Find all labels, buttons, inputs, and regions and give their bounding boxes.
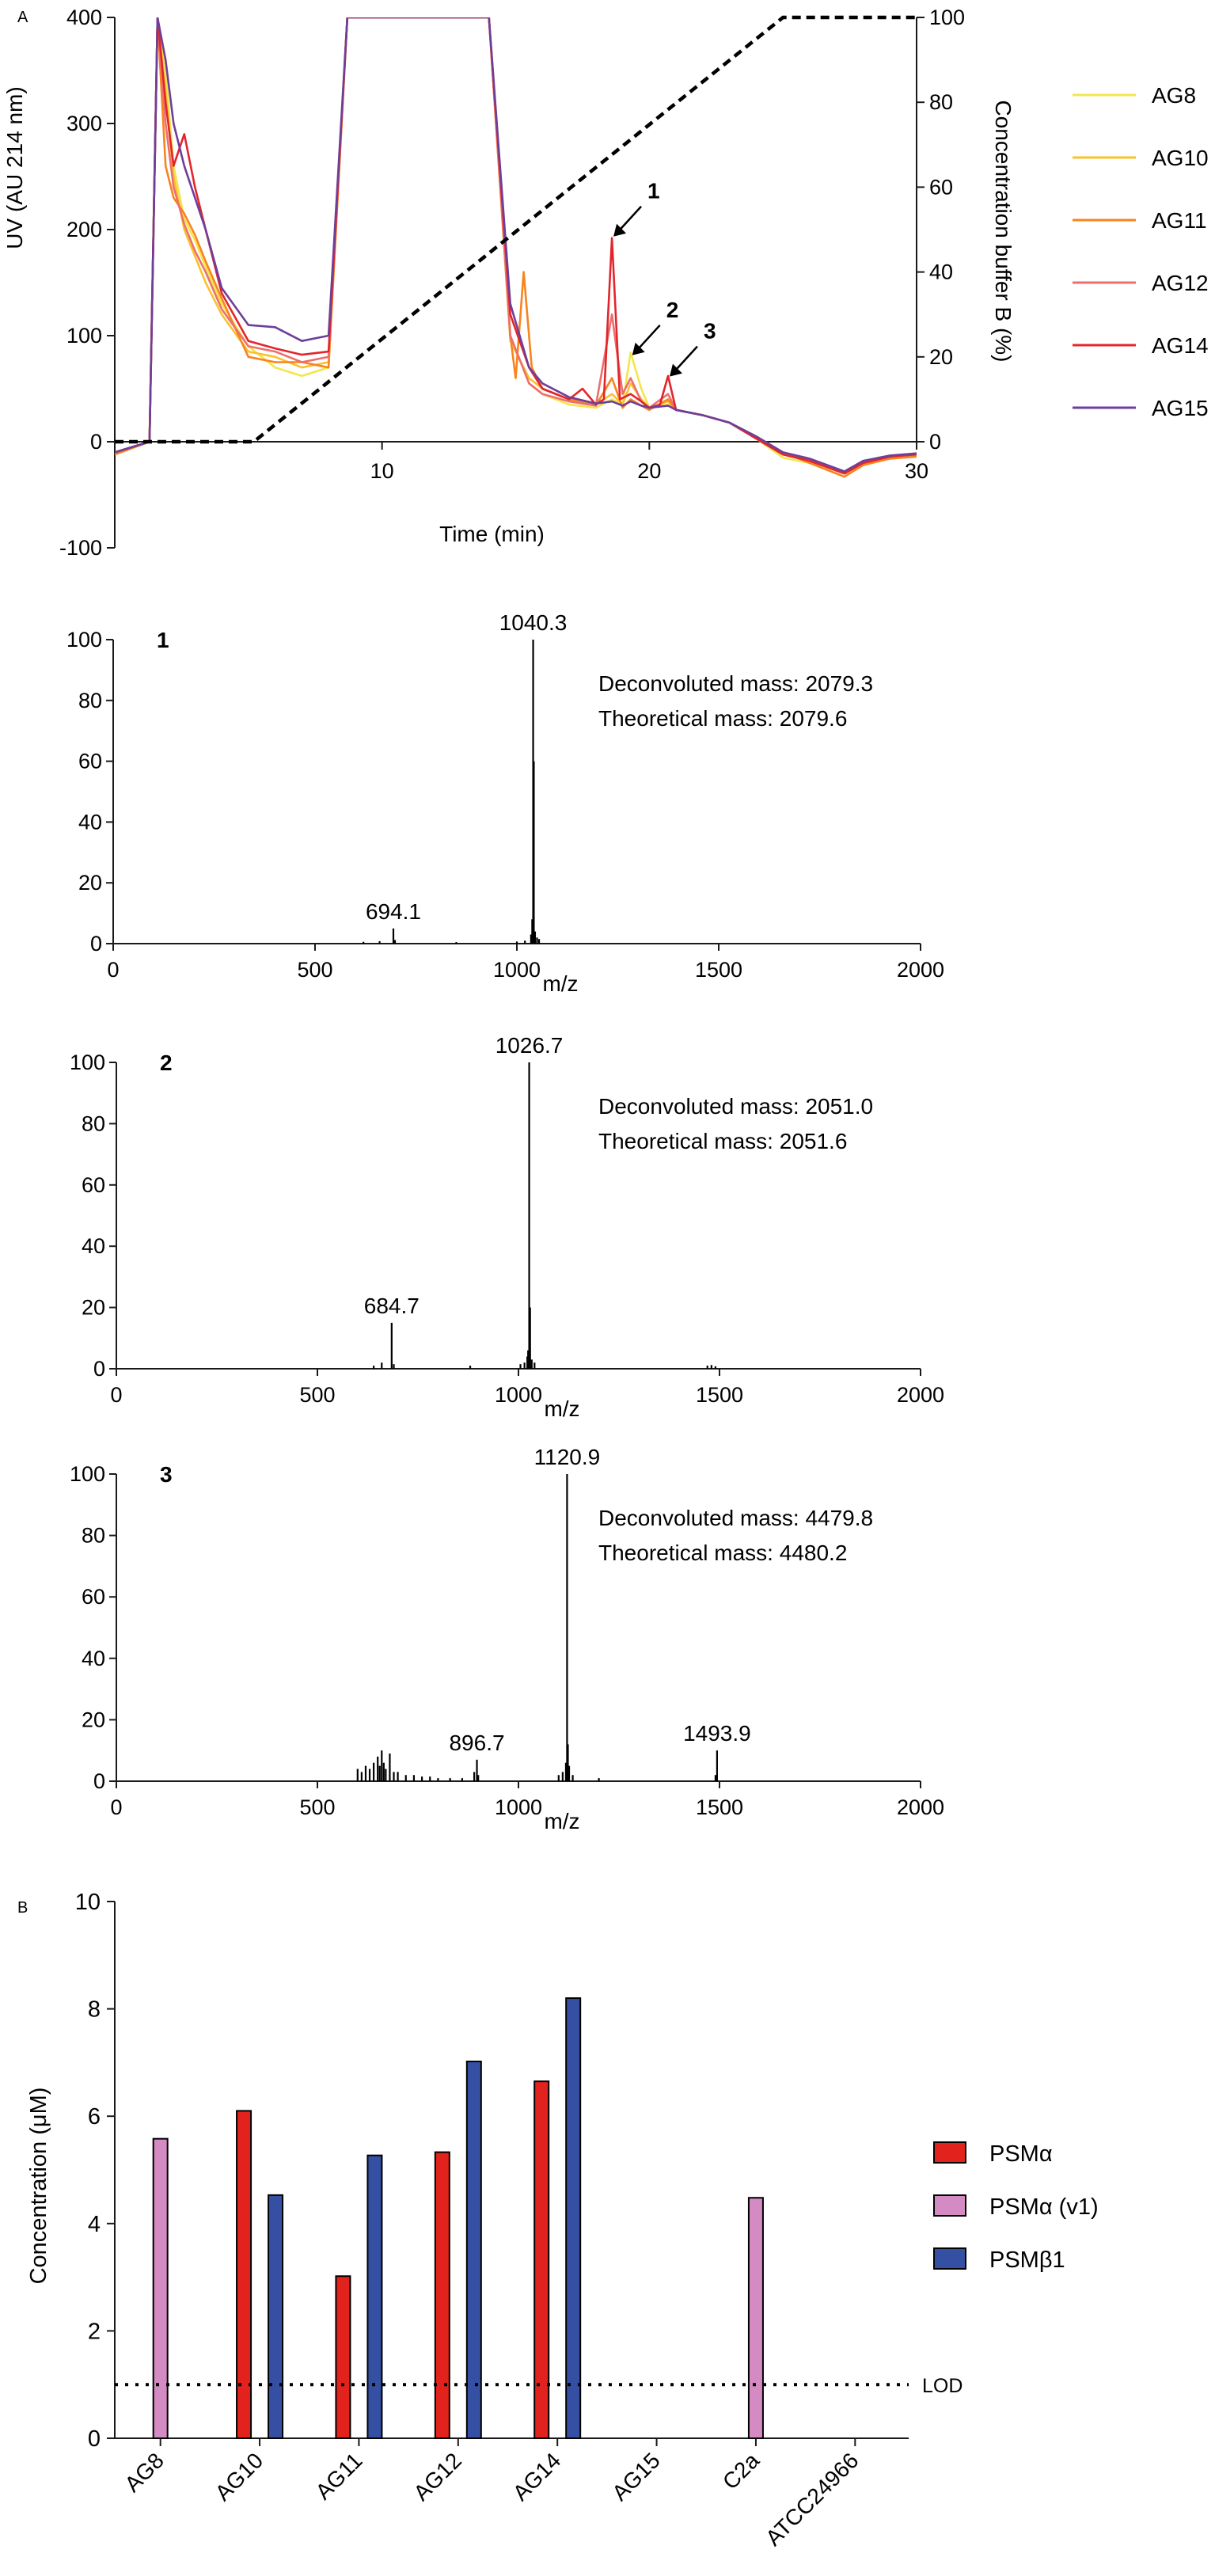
uv-y-tick-label: 400 — [66, 6, 102, 29]
ms-x-tick-label: 1000 — [492, 958, 541, 982]
conc-legend-swatch — [934, 2195, 966, 2216]
ms-annotation: Theoretical mass: 2079.6 — [598, 706, 848, 731]
ms-peak-label: 1493.9 — [683, 1721, 751, 1746]
ms-y-tick-label: 60 — [81, 1585, 105, 1609]
ms-x-tick-label: 2000 — [896, 1383, 945, 1407]
uv-y-axis-title: UV (AU 214 nm) — [2, 86, 27, 249]
uv-series-ag15 — [115, 17, 917, 472]
ms-x-tick-label: 1000 — [494, 1383, 543, 1407]
uv-x-axis-title: Time (min) — [439, 522, 545, 546]
ms-y-tick-label: 80 — [81, 1111, 105, 1136]
ms-x-axis-title: m/z — [544, 1396, 580, 1421]
uv-y-tick-label: 300 — [66, 112, 102, 135]
ms-peak-label: 1040.3 — [499, 610, 568, 635]
conc-y-axis-title: Concentration (μM) — [26, 2087, 51, 2285]
conc-bar-ag10 — [268, 2195, 283, 2438]
uv-legend-label-ag8: AG8 — [1152, 83, 1197, 108]
ms-peak-label: 1120.9 — [533, 1445, 601, 1469]
ms-y-tick-label: 60 — [81, 1172, 105, 1197]
conc-bar-ag14 — [534, 2081, 549, 2438]
conc-bar-ag12 — [435, 2152, 450, 2438]
conc-y-tick-label: 2 — [87, 2319, 101, 2345]
ms-annotation: Theoretical mass: 4480.2 — [598, 1541, 848, 1565]
conc-bar-ag8 — [154, 2139, 168, 2438]
conc-y-tick-label: 4 — [87, 2211, 101, 2237]
ms-x-tick-label: 1500 — [695, 1795, 744, 1819]
conc-category-label: AG12 — [408, 2448, 467, 2506]
ms-y-tick-label: 80 — [78, 688, 102, 712]
uv-peak-label-1: 1 — [647, 178, 660, 203]
ms-x-tick-label: 500 — [299, 1383, 336, 1407]
uv-series-ag12 — [115, 17, 917, 473]
ms-peak-label: 694.1 — [365, 899, 422, 924]
conc-bar-ag10 — [237, 2111, 251, 2438]
ms-x-tick-label: 1500 — [695, 1383, 744, 1407]
ms-y-tick-label: 40 — [81, 1234, 105, 1259]
ms-x-axis-title: m/z — [544, 1809, 580, 1833]
ms-peak-label: 684.7 — [363, 1293, 420, 1318]
ms-x-tick-label: 2000 — [896, 1795, 945, 1819]
ms-x-tick-label: 1000 — [494, 1795, 543, 1819]
conc-category-label: AG8 — [120, 2448, 169, 2497]
uv-y-tick-label: 200 — [66, 218, 102, 241]
ms-y-tick-label: 40 — [78, 810, 102, 834]
ms-x-tick-label: 1500 — [694, 958, 743, 982]
ms-x-tick-label: 0 — [110, 1795, 123, 1819]
ms-x-tick-label: 2000 — [896, 958, 945, 982]
conc-bar-ag11 — [367, 2156, 382, 2438]
ms-x-tick-label: 0 — [107, 958, 120, 982]
uv-y2-tick-label: 60 — [929, 175, 954, 199]
mass-spectrum-1-chart — [66, 610, 944, 996]
uv-series-ag10 — [115, 17, 917, 473]
ms-peak-label: 1026.7 — [495, 1033, 564, 1058]
uv-peak-label-3: 3 — [703, 318, 716, 344]
uv-legend-label-ag10: AG10 — [1152, 146, 1209, 170]
conc-y-tick-label: 0 — [87, 2426, 101, 2452]
conc-bar-ag14 — [566, 1998, 580, 2438]
ms-y-tick-label: 0 — [93, 1769, 105, 1793]
conc-category-label: C2a — [717, 2448, 765, 2494]
ms-y-tick-label: 60 — [78, 749, 102, 773]
conc-legend-label: PSMα (v1) — [989, 2194, 1099, 2220]
ms-y-tick-label: 100 — [69, 1462, 105, 1486]
conc-bar-ag12 — [467, 2061, 481, 2438]
panel-label-a: A — [17, 9, 28, 26]
ms-panel-number: 3 — [160, 1462, 173, 1487]
uv-series-ag8 — [115, 17, 917, 477]
ms-y-tick-label: 20 — [81, 1295, 105, 1320]
conc-bar-c2a — [749, 2198, 763, 2438]
ms-y-tick-label: 100 — [69, 1051, 105, 1074]
mass-spectrum-2-chart — [70, 1033, 944, 1421]
uv-series-ag11 — [115, 17, 917, 477]
ms-x-tick-label: 500 — [299, 1795, 336, 1819]
uv-y2-tick-label: 80 — [929, 90, 954, 115]
ms-y-tick-label: 0 — [89, 932, 102, 956]
ms-panel-number: 2 — [160, 1051, 173, 1075]
conc-category-label: AG11 — [310, 2448, 367, 2505]
conc-category-label: AG15 — [607, 2448, 665, 2506]
uv-legend-label-ag12: AG12 — [1152, 271, 1209, 295]
ms-annotation: Deconvoluted mass: 2079.3 — [598, 671, 874, 696]
ms-y-tick-label: 40 — [81, 1646, 105, 1670]
uv-y2-tick-label: 0 — [929, 430, 942, 454]
uv-legend-label-ag15: AG15 — [1152, 396, 1209, 420]
conc-category-label: ATCC24966 — [761, 2448, 864, 2551]
ms-annotation: Deconvoluted mass: 2051.0 — [598, 1094, 874, 1119]
conc-y-tick-label: 8 — [87, 1997, 101, 2023]
ms-y-tick-label: 0 — [93, 1357, 105, 1381]
ms-annotation: Theoretical mass: 2051.6 — [598, 1129, 848, 1153]
ms-y-tick-label: 80 — [81, 1523, 105, 1548]
ms-y-tick-label: 20 — [78, 871, 102, 895]
mass-spectrum-3-chart — [70, 1445, 944, 1833]
uv-y2-tick-label: 100 — [929, 6, 966, 29]
uv-x-tick-label: 30 — [904, 459, 929, 483]
ms-x-tick-label: 0 — [110, 1383, 123, 1407]
conc-y-tick-label: 6 — [87, 2104, 101, 2130]
ms-y-tick-label: 20 — [81, 1708, 105, 1732]
uv-y-tick-label: -100 — [59, 536, 102, 560]
conc-legend-swatch — [934, 2142, 966, 2163]
uv-legend-label-ag14: AG14 — [1152, 333, 1209, 358]
concentration-bar-chart — [26, 1890, 1099, 2551]
conc-legend-label: PSMα — [989, 2141, 1053, 2167]
ms-x-tick-label: 500 — [297, 958, 333, 982]
uv-peak-label-2: 2 — [666, 297, 679, 322]
ms-panel-number: 1 — [157, 628, 169, 652]
ms-y-tick-label: 100 — [66, 628, 102, 652]
uv-series-ag14 — [115, 17, 917, 473]
uv-y-tick-label: 0 — [89, 430, 102, 454]
conc-category-label: AG10 — [210, 2448, 268, 2506]
uv-plot-area — [115, 17, 917, 477]
conc-legend-swatch — [934, 2248, 966, 2269]
uv-chromatogram-chart — [2, 6, 1209, 560]
panel-label-b: B — [17, 1899, 28, 1917]
uv-legend-label-ag11: AG11 — [1152, 208, 1207, 233]
uv-x-tick-label: 10 — [370, 459, 394, 483]
conc-lod-label: LOD — [922, 2375, 963, 2398]
uv-y-tick-label: 100 — [66, 324, 102, 348]
ms-annotation: Deconvoluted mass: 4479.8 — [598, 1506, 874, 1530]
uv-y2-tick-label: 40 — [929, 260, 954, 284]
conc-bar-ag11 — [336, 2276, 350, 2438]
uv-x-tick-label: 20 — [637, 459, 662, 483]
ms-peak-label: 896.7 — [449, 1730, 505, 1755]
conc-y-tick-label: 10 — [74, 1890, 101, 1915]
conc-legend-label: PSMβ1 — [989, 2247, 1065, 2273]
conc-category-label: AG14 — [507, 2448, 566, 2506]
uv-y2-tick-label: 20 — [929, 344, 954, 369]
uv-y2-axis-title: Concentration buffer B (%) — [991, 100, 1016, 363]
ms-x-axis-title: m/z — [542, 971, 579, 996]
